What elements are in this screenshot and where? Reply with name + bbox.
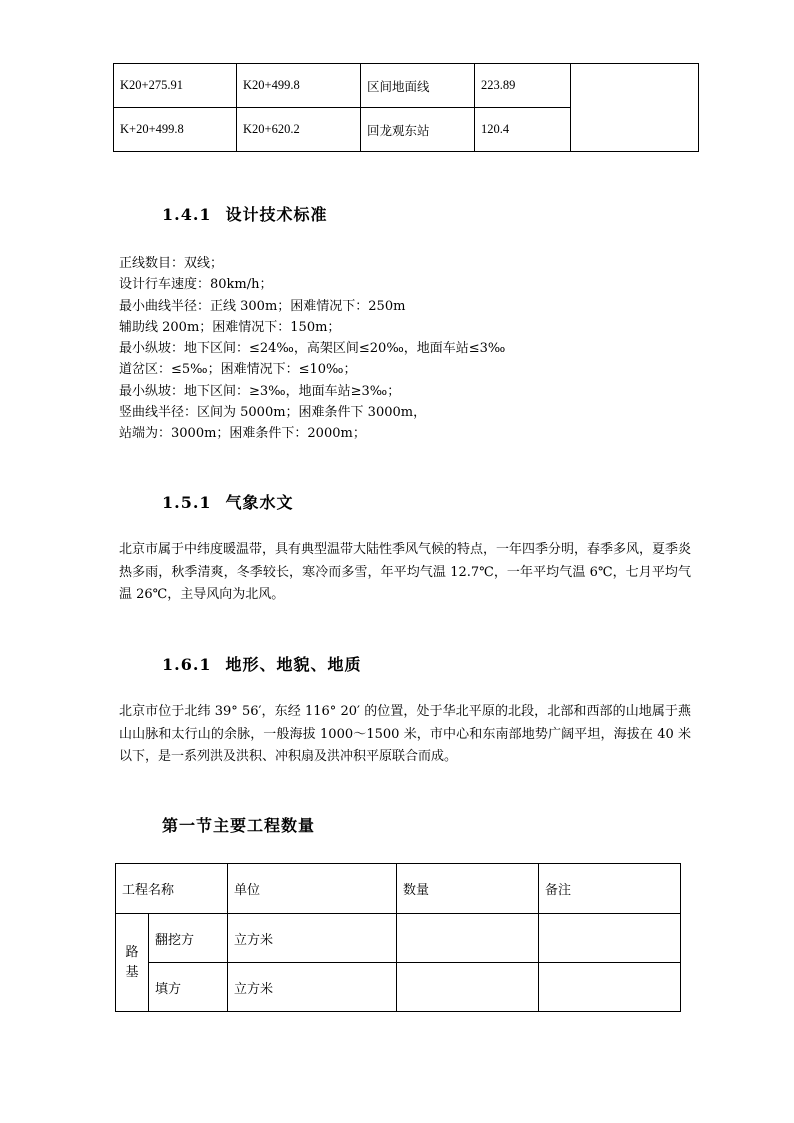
heading-climate — [162, 490, 294, 513]
list-item: 最小曲线半径：正线 300m；困难情况下：250m — [119, 298, 406, 314]
terrain-paragraph: 北京市位于北纬 39° 56′，东经 116° 20′ 的位置，处于华北平原的北段，北部和西部的山地属于燕山山脉和太行山的余脉，一般海拔 1000～1500 米，市中心和东南部地势广阔平坦，海拔在 40 米以下，是一系列洪及洪积、冲积扇及洪冲积平原联合而成。 — [119, 704, 691, 764]
heading-number: 1.6.1 — [162, 655, 212, 674]
list-item: 正线数目：双线； — [119, 256, 224, 271]
table-cell — [397, 914, 539, 963]
table-row — [116, 914, 681, 963]
list-item: 竖曲线半径：区间为 5000m；困难条件下 3000m， — [119, 405, 427, 421]
header-cell: 单位 — [228, 864, 397, 914]
heading-main-quantities: 第一节主要工程数量 — [162, 816, 316, 835]
table-cell: K20+275.91 — [114, 64, 237, 108]
heading-number: 1.4.1 — [162, 205, 212, 224]
list-item: 辅助线 200m；困难情况下：150m； — [119, 319, 341, 335]
table-row — [114, 64, 699, 108]
list-item: 设计行车速度：80km/h； — [119, 277, 273, 293]
table-cell: 区间地面线 — [361, 64, 475, 108]
table-cell — [539, 963, 681, 1012]
quantity-table — [115, 863, 681, 1012]
table-cell: 翻挖方 — [149, 914, 228, 963]
table-cell: K20+499.8 — [237, 64, 361, 108]
list-item: 最小纵坡：地下区间：≤24‰，高架区间≤20‰，地面车站≤3‰ — [119, 341, 506, 357]
table-cell: 立方米 — [228, 914, 397, 963]
table-cell: 120.4 — [475, 108, 571, 152]
header-cell: 数量 — [397, 864, 539, 914]
heading-title: 设计技术标准 — [225, 205, 328, 224]
table-header-row — [116, 864, 681, 914]
design-standards-list — [119, 253, 689, 445]
table-cell: 223.89 — [475, 64, 571, 108]
table-cell: 填方 — [149, 963, 228, 1012]
table-cell: 立方米 — [228, 963, 397, 1012]
heading-terrain — [162, 652, 362, 675]
heading-title: 地形、地貌、地质 — [225, 655, 362, 674]
heading-design-standards — [162, 202, 328, 225]
table-cell — [397, 963, 539, 1012]
heading-title: 气象水文 — [225, 493, 294, 512]
table-cell: 回龙观东站 — [361, 108, 475, 152]
climate-paragraph: 北京市属于中纬度暖温带，具有典型温带大陆性季风气候的特点，一年四季分明，春季多风，夏季炎热多雨，秋季清爽，冬季较长，寒冷而多雪，年平均气温 12.7℃，一年平均气温 6℃，七月平均气温 26℃，主导风向为北风。 — [119, 542, 692, 602]
table-cell: K20+620.2 — [237, 108, 361, 152]
section-range-table — [113, 63, 699, 152]
header-cell: 工程名称 — [116, 864, 228, 914]
table-cell: K+20+499.8 — [114, 108, 237, 152]
header-cell: 备注 — [539, 864, 681, 914]
list-item: 道岔区：≤5‰；困难情况下：≤10‰； — [119, 362, 357, 378]
list-item: 最小纵坡：地下区间：≥3‰，地面车站≥3‰； — [119, 383, 401, 399]
table-cell-empty — [571, 64, 699, 152]
table-row — [116, 963, 681, 1012]
group-label: 路 基 — [125, 944, 139, 980]
table-cell — [539, 914, 681, 963]
heading-number: 1.5.1 — [162, 493, 212, 512]
group-label-cell — [116, 914, 149, 1012]
list-item: 站端为：3000m；困难条件下：2000m； — [119, 426, 366, 442]
